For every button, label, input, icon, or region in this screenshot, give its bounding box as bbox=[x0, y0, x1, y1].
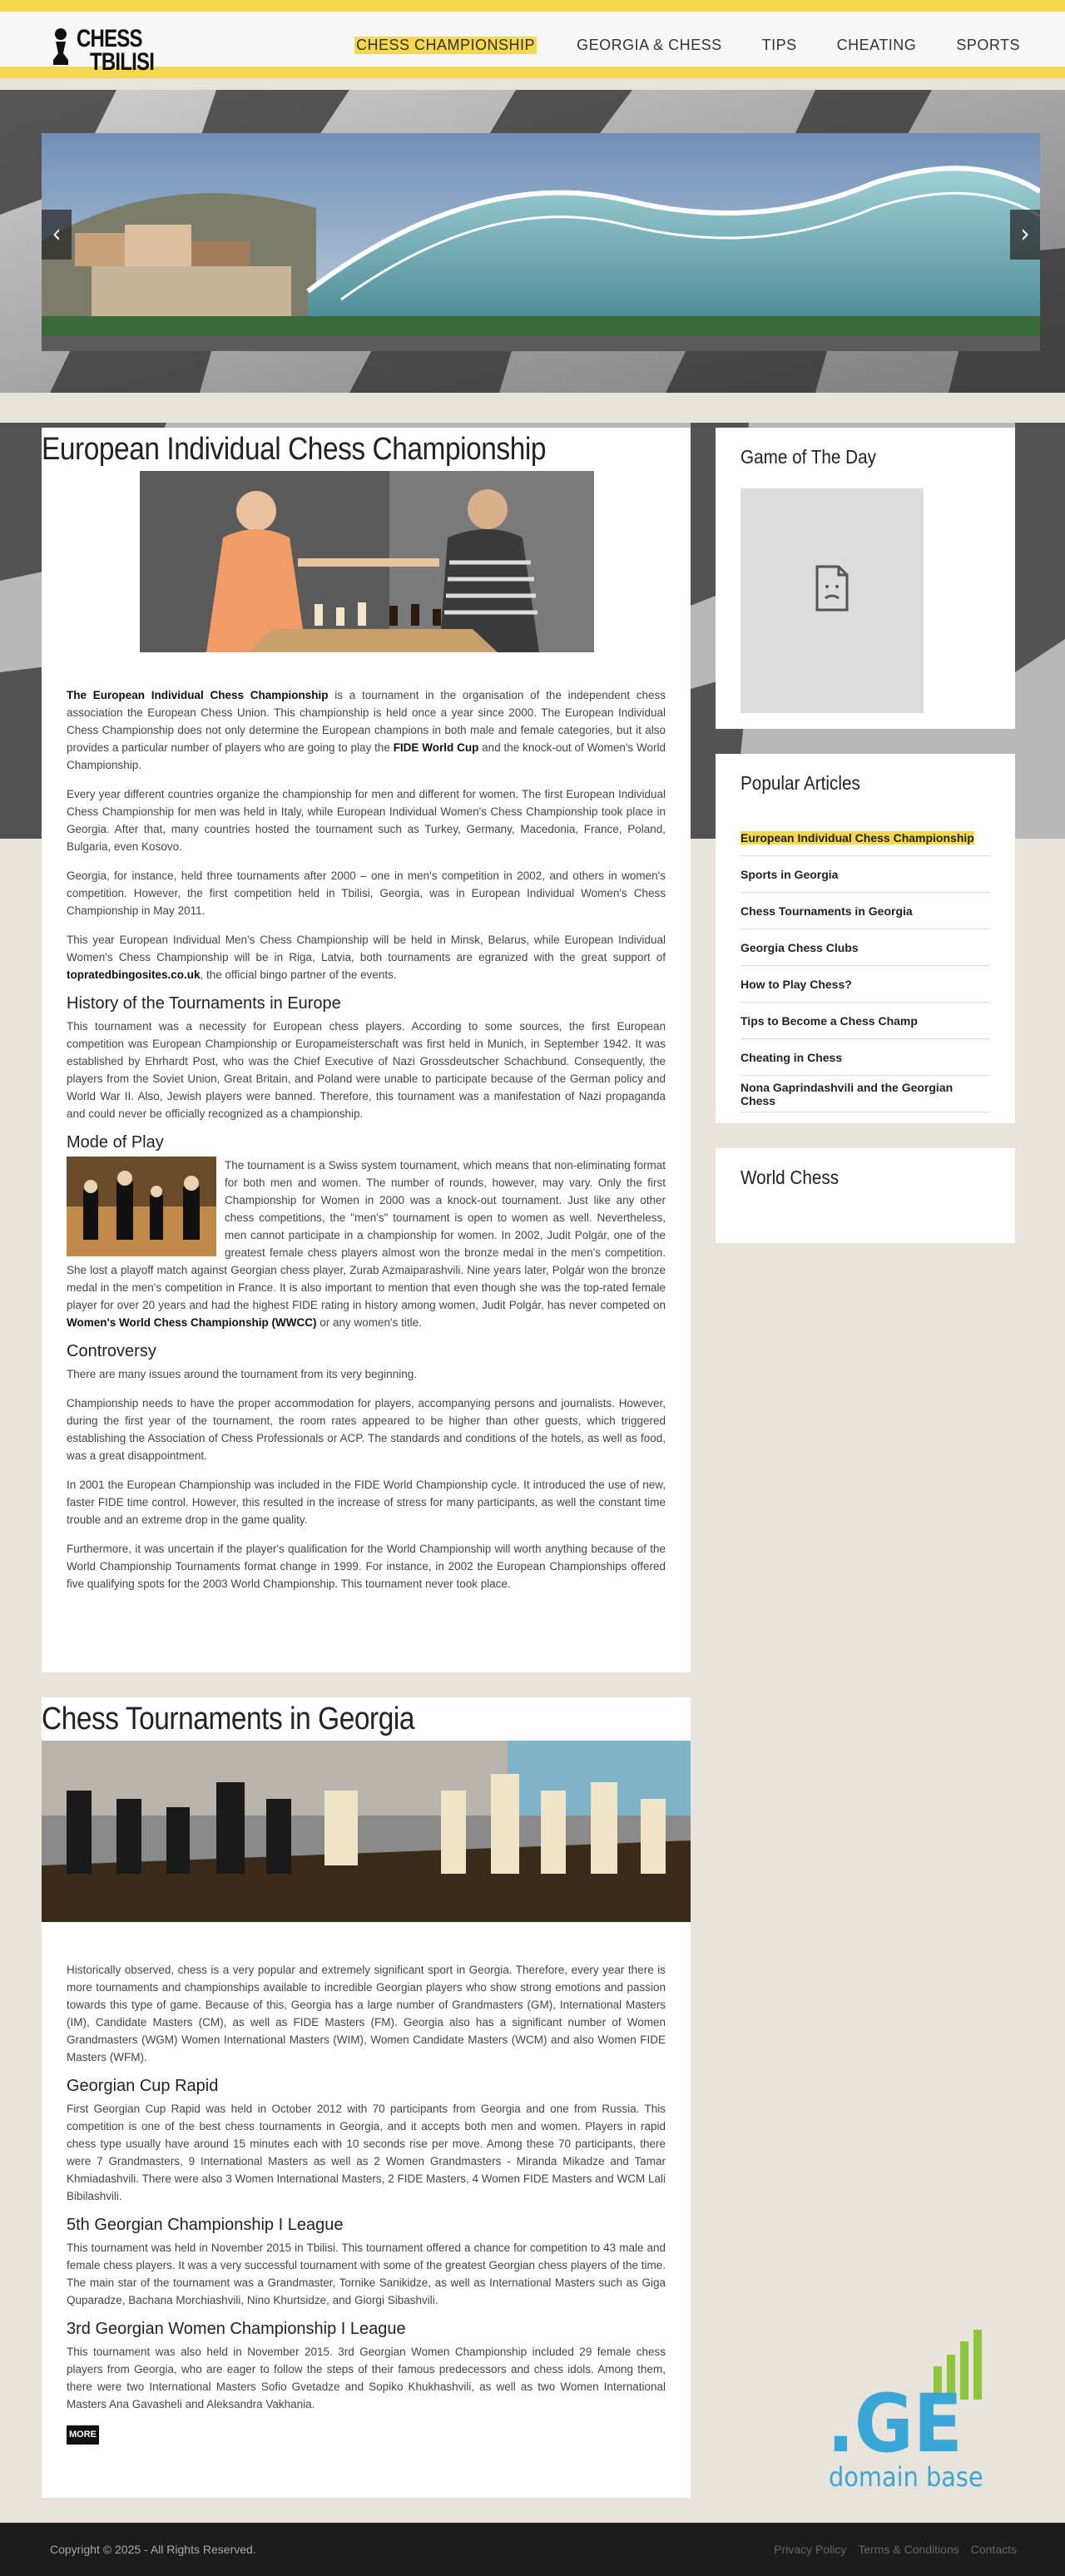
popular-article-label: How to Play Chess? bbox=[741, 977, 852, 991]
popular-article-item[interactable] bbox=[741, 1076, 990, 1112]
bingo-sites-link[interactable]: topratedbingosites.co.uk bbox=[67, 968, 201, 981]
domain-base-text: domain base bbox=[829, 2461, 983, 2493]
copyright-text: Copyright © 2025 - All Rights Reserved. bbox=[50, 2543, 256, 2556]
domain-base-badge[interactable] bbox=[827, 2330, 1002, 2493]
popular-article-item[interactable] bbox=[741, 856, 990, 893]
nav-tips[interactable]: TIPS bbox=[761, 36, 797, 53]
article-paragraph: First Georgian Cup Rapid was held in October 2012 with 70 participants from Georgia and one from Russia. This competition is one of the best chess tournaments in Georgia, and it accepts both men and women. Players in rapid chess type usually have around 15 minutes each with 10 seconds rise per move. Among these 70 participants, there were 7 Grandmasters, 9 International Masters as well as 2 Women Grandmasters - Miranda Mikadze and Tamar Khmiadashvili. There were also 3 Women International Masters, 2 FIDE Masters, 4 Women FIDE Masters and WCM Lali Bibilashvili. bbox=[67, 2103, 666, 2202]
slider-prev-button[interactable]: ‹ bbox=[42, 210, 72, 260]
article-european-championship bbox=[42, 428, 691, 1672]
hero-slide-image bbox=[42, 133, 1040, 351]
site-footer bbox=[0, 2523, 1065, 2576]
broken-document-icon bbox=[805, 562, 859, 615]
section-heading-cup-rapid: Georgian Cup Rapid bbox=[67, 2077, 219, 2095]
site-logo[interactable] bbox=[45, 20, 203, 76]
nav-chess-championship[interactable]: CHESS CHAMPIONSHIP bbox=[356, 36, 536, 53]
widget-popular-articles bbox=[716, 754, 1015, 1123]
popular-article-label: European Individual Chess Championship bbox=[741, 830, 974, 845]
article-image-wrap bbox=[42, 471, 691, 656]
text: This year European Individual Men's Chess Championship will be held in Minsk, Belarus, while European Individual Women's Chess Championship will be in Riga, Latvia, both tournaments are egranized with the great support of bbox=[67, 934, 666, 964]
popular-article-label: Georgia Chess Clubs bbox=[741, 940, 859, 954]
widget-game-of-day bbox=[716, 428, 1015, 729]
article-paragraph: Georgia, for instance, held three tournaments after 2000 – one in men's competition in 2002, and others in women's competition. However, the first competition held in Tbilisi, Georgia, was in European Individual Women's Chess Championship in May 2011. bbox=[67, 869, 666, 917]
popular-article-label: Nona Gaprindashvili and the Georgian Chess bbox=[741, 1080, 954, 1107]
widget-title: Game of The Day bbox=[741, 446, 876, 468]
logo-line-1: CHESS bbox=[77, 25, 142, 52]
article-paragraph: Furthermore, it was uncertain if the player's qualification for the World Championship will worth anything because of the World Championship Tournaments format change in 1999. For instance, in 2002 the European Championships offered five qualifying spots for the 2003 World Championship. This tournament never took place. bbox=[67, 1543, 666, 1590]
popular-article-item[interactable] bbox=[741, 966, 990, 1003]
logo-line-2: TBILISI bbox=[90, 48, 155, 76]
lead-bold: The European Individual Chess Championship bbox=[67, 689, 329, 701]
popular-article-item[interactable] bbox=[741, 1003, 990, 1039]
section-heading-history: History of the Tournaments in Europe bbox=[67, 994, 341, 1013]
popular-article-label: Cheating in Chess bbox=[741, 1050, 843, 1064]
game-embed[interactable] bbox=[741, 488, 924, 713]
article-paragraph: Every year different countries organize the championship for men and different for women. The first European Individual Chess Championship for men was held in Italy, while European Individual Women's Chess Championship took place in Georgia. After that, many countries hosted the tournament such as Turkey, Germany, Macedonia, France, Poland, Bulgaria, even Kosovo. bbox=[67, 788, 666, 853]
text: The tournament is a Swiss system tournament, which means that non-eliminating format for both men and women. The number of rounds, however, may vary. Only the first Championship for Women in 2000 was a knock-out tournament. Just like any other chess competitions, the "men's" tournament is open to women as well. Nevertheless, men cannot participate in a championship for women. In 2002, Judit Polgár, one of the greatest female chess players almost won the bronze medal in the men's competition. She lost a playoff match against Georgian chess player, Zurab Azmaiparashvili. Nine years later, Polgár won the bronze medal in the men's competition in France. It is also important to mention that even though she was the top-rated female player for over 20 years and had the highest FIDE rating in history among women, Judit Polgár, has never competed on bbox=[67, 1159, 666, 1311]
section-heading-3rd-women: 3rd Georgian Women Championship I League bbox=[67, 2320, 406, 2338]
nav-georgia-chess[interactable]: GEORGIA & CHESS bbox=[577, 36, 722, 53]
hero-band bbox=[0, 393, 1065, 423]
article-image-handshake bbox=[140, 471, 594, 652]
section-heading-5th-championship: 5th Georgian Championship I League bbox=[67, 2216, 344, 2234]
footer-link-terms[interactable]: Terms & Conditions bbox=[858, 2543, 959, 2556]
nav-sports[interactable]: SPORTS bbox=[956, 36, 1020, 53]
article-paragraph bbox=[67, 931, 666, 983]
article-body bbox=[42, 1926, 691, 2469]
popular-article-item[interactable] bbox=[741, 1039, 990, 1076]
ge-logo-text: .GE bbox=[827, 2377, 963, 2470]
more-button[interactable]: MORE bbox=[67, 2425, 99, 2445]
fide-world-cup-link[interactable]: FIDE World Cup bbox=[393, 741, 479, 754]
section-heading-mode: Mode of Play bbox=[67, 1133, 164, 1152]
article-paragraph: This tournament was a necessity for European chess players. According to some sources, the first European competition was European Championship or Europameisterschaft was first held in Munich, in September 1942. It was established by Ehrhardt Post, who was the Chief Executive of Nazi Grossdeutscher Schachbund. Consequently, the players from the Soviet Union, Great Britain, and Poland were unable to participate because of the German policy and World War II. Also, Jewish players were banned. Therefore, this tournament was a manifestation of Nazi propaganda and could never be officially recognized as a championship. bbox=[67, 1020, 666, 1120]
text: or any women's title. bbox=[316, 1316, 422, 1329]
article-paragraph: Historically observed, chess is a very popular and extremely significant sport in Georgia. Therefore, every year there is more tournaments and championships available to incredible Georgian players who show strong emotions and passion towards this type of game. Because of this, Georgia has a large number of Grandmasters (GM), International Masters (IM), Candidate Masters (CM), as well as FIDE Masters (FM). Georgia also has a significant number of Women Grandmasters (WGM) Women International Masters (WIM), Women Candidate Masters (WCM) and also Women FIDE Masters (WFM). bbox=[67, 1964, 666, 2063]
article-paragraph: In 2001 the European Championship was included in the FIDE World Championship cycle. It introduced the use of new, faster FIDE time control. However, this resulted in the increase of stress for many participants, as well the constant time trouble and an extreme drop in the game quality. bbox=[67, 1479, 666, 1526]
main-nav bbox=[354, 12, 1020, 78]
text: is a tournament in the organisation of the independent chess association the European Chess Union. This championship is held once a year since 2000. The European Individual Chess Championship does not only determine the European champions in both male and female categories, but it also provides a particular number of players who are going to play the bbox=[67, 689, 666, 754]
wwcc-link[interactable]: Women's World Chess Championship (WWCC) bbox=[67, 1316, 317, 1329]
article-body bbox=[42, 656, 691, 1629]
popular-article-item[interactable] bbox=[741, 820, 990, 856]
footer-links bbox=[774, 2543, 1017, 2556]
article-paragraph: This tournament was also held in November 2015. 3rd Georgian Women Championship included 29 female chess players from Georgia, who are eager to follow the steps of their famous predecessors and chess idols. Among them, there were two International Masters Sofio Gvetadze and Sopiko Khukhashvili, as well as two Women International Masters Ana Gavasheli and Aleksandra Vakhania. bbox=[67, 2346, 666, 2410]
article-title: European Individual Chess Championship bbox=[42, 432, 547, 467]
article-image-chessboard bbox=[42, 1741, 691, 1922]
top-accent-strip bbox=[0, 0, 1065, 12]
footer-link-privacy[interactable]: Privacy Policy bbox=[774, 2543, 847, 2556]
popular-article-label: Tips to Become a Chess Champ bbox=[741, 1013, 918, 1028]
widget-title: World Chess bbox=[741, 1167, 840, 1188]
widget-world-chess bbox=[716, 1148, 1015, 1243]
popular-article-item[interactable] bbox=[741, 929, 990, 966]
article-paragraph: This tournament was held in November 2015 in Tbilisi. This tournament offered a chance for competition to 43 male and female chess players. It was a very successful tournament with some of the greatest Georgian chess players of the time. The main star of the tournament was a Grandmaster, Tornike Sanikidze, as well as International Masters such as Giga Quparadze, Bachana Morchiashvili, Nino Khurtsidze, and Giorgi Sibashvili. bbox=[67, 2242, 666, 2306]
article-paragraph: There are many issues around the tournament from its very beginning. bbox=[67, 1368, 417, 1380]
text: and the knock-out of Women's World Championship. bbox=[67, 741, 666, 771]
text: , the official bingo partner of the events. bbox=[200, 968, 397, 981]
popular-articles-list bbox=[741, 820, 990, 1112]
slider-next-button[interactable]: › bbox=[1010, 210, 1040, 260]
hero-banner bbox=[0, 90, 1065, 393]
article-paragraph: Championship needs to have the proper accommodation for players, accompanying persons and journalists. However, during the first year of the tournament, the room rates appeared to be higher than other guests, which triggered establishing the Association of Chess Professionals or ACP. The standards and conditions of the hotels, as well as food, was a great disappointment. bbox=[67, 1397, 666, 1462]
site-header bbox=[0, 12, 1065, 78]
nav-cheating[interactable]: CHEATING bbox=[836, 36, 917, 53]
article-title: Chess Tournaments in Georgia bbox=[42, 1702, 415, 1736]
footer-link-contacts[interactable]: Contacts bbox=[970, 2543, 1017, 2556]
chess-pieces-image bbox=[67, 1157, 216, 1256]
popular-article-label: Chess Tournaments in Georgia bbox=[741, 904, 913, 918]
article-paragraph bbox=[67, 686, 666, 774]
popular-article-label: Sports in Georgia bbox=[741, 867, 839, 881]
pawn-icon bbox=[48, 27, 73, 67]
article-paragraph bbox=[67, 1157, 666, 1331]
article-georgia-tournaments bbox=[42, 1697, 691, 2498]
widget-title: Popular Articles bbox=[741, 772, 860, 794]
popular-article-item[interactable] bbox=[741, 893, 990, 929]
section-heading-controversy: Controversy bbox=[67, 1342, 156, 1360]
